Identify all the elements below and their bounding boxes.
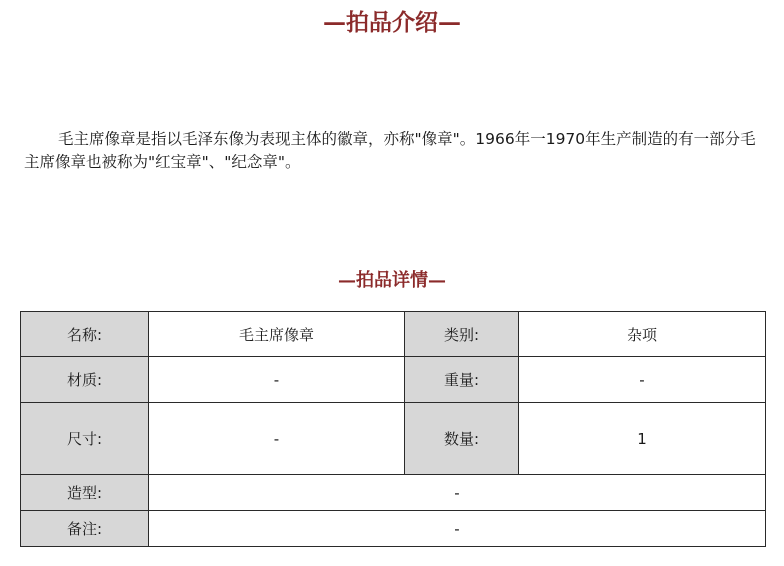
size-label: 尺寸: — [21, 403, 149, 475]
weight-label: 重量: — [405, 357, 519, 403]
table-row — [21, 475, 766, 511]
remarks-label: 备注: — [21, 511, 149, 547]
table-row — [21, 403, 766, 475]
details-section-title: —拍品详情— — [338, 270, 446, 291]
quantity-label: 数量: — [405, 403, 519, 475]
shape-value: - — [149, 475, 766, 511]
name-label: 名称: — [21, 312, 149, 357]
category-value: 杂项 — [519, 312, 766, 357]
weight-value: - — [519, 357, 766, 403]
quantity-value: 1 — [519, 403, 766, 475]
material-label: 材质: — [21, 357, 149, 403]
intro-section-title: —拍品介绍— — [323, 9, 461, 36]
category-label: 类别: — [405, 312, 519, 357]
table-row — [21, 312, 766, 357]
table-row — [21, 357, 766, 403]
details-table — [20, 311, 766, 547]
table-row — [21, 511, 766, 547]
material-value: - — [149, 357, 405, 403]
shape-label: 造型: — [21, 475, 149, 511]
intro-paragraph: 毛主席像章是指以毛泽东像为表现主体的徽章，亦称"像章"。1966年一1970年生产制造的有一部分毛主席像章也被称为"红宝章"、"纪念章"。 — [24, 130, 756, 171]
remarks-value: - — [149, 511, 766, 547]
size-value: - — [149, 403, 405, 475]
name-value: 毛主席像章 — [149, 312, 405, 357]
